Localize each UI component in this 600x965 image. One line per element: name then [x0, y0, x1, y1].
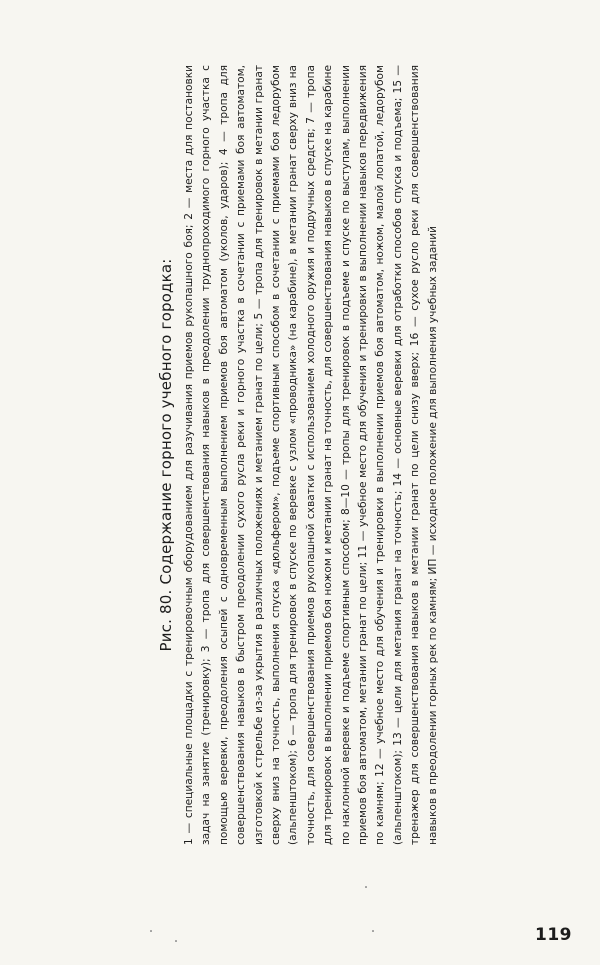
figure-title: Рис. 80. Содержание горного учебного городка:	[157, 258, 175, 652]
figure-caption-text: 1 — специальные площадки с тренировочным оборудованием для разучивания приемов рукопашного боя; 2 — места для постановки задач на занятие (тренировку); 3 — тропа для совершенствования навыков в преодолении труднопроходимого горного участка с помощью веревки, преодоления осыпей с одновременным выполнением приемов боя автоматом (уколов, ударов); 4 — тропа для совершенствования навыков в быстром преодолении сухого русла реки и горного участка в сочетании с приемами боя автоматом, изготовкой к стрельбе из-за укрытия в различных положениях и метанием гранат по цели; 5 — тропа для тренировок в метании гранат сверху вниз на точность, выполнения спуска «дюльфером», подъеме спортивным способом в сочетании с приемами боя ледорубом (альпенштоком); 6 — тропа для тренировок в спуске по веревке с узлом «проводника» (на карабине), в метании гранат сверху вниз на точность, для совершенствования приемов рукопашной схватки с использованием холодного оружия и подручных средств; 7 — тропа для тренировок в выполнении приемов боя ножом и метании гранат на точность, для совершенствования навыков в спуске на карабине по наклонной веревке и подъеме спортивным способом; 8—10 — тропы для тренировок в подъеме и спуске по выступам, выполнении приемов боя автоматом, метании гранат по цели; 11 — учебное место для обучения и тренировки в выполнении навыков передвижения по камням; 12 — учебное место для обучения и тренировки в выполнении приемов боя автоматом, ножом, малой лопатой, ледорубом (альпенштоком); 13 — цели для метания гранат на точность; 14 — основные веревки для отработки способов спуска и подъема; 15 — тренажер для совершенствования навыков в метании гранат по цели снизу вверх; 16 — сухое русло реки для совершенствования навыков в преодолении горных рек по камням; ИП — исходное положение для выполнения учебных заданий	[183, 65, 439, 845]
scan-speck	[365, 886, 367, 888]
figure-caption-block	[157, 65, 447, 845]
scan-speck	[372, 930, 374, 932]
scan-speck	[175, 940, 177, 942]
scan-speck	[150, 930, 152, 932]
page-number: 119	[535, 925, 572, 945]
